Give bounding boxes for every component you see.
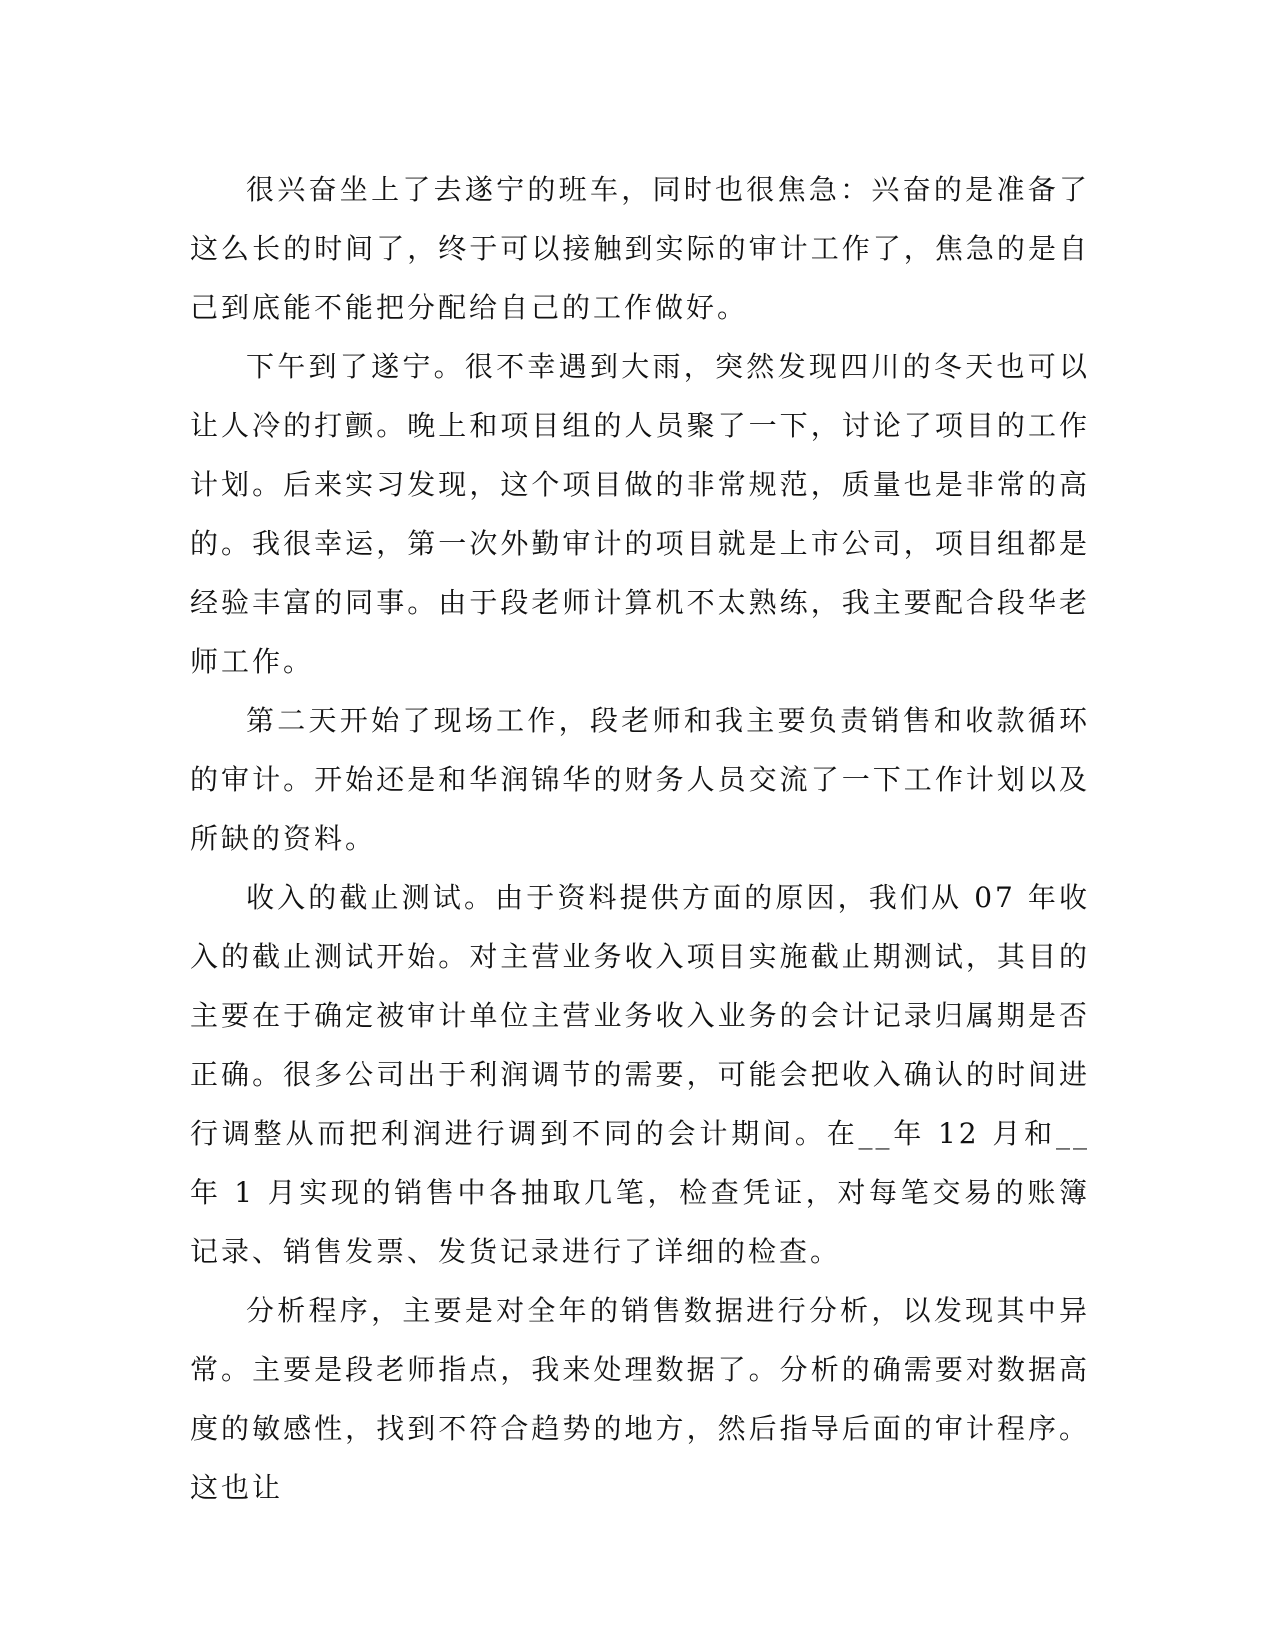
- paragraph-2: 下午到了遂宁。很不幸遇到大雨，突然发现四川的冬天也可以让人冷的打颤。晚上和项目组的人员聚了一下，讨论了项目的工作计划。后来实习发现，这个项目做的非常规范，质量也是非常的高的。我很幸运，第一次外勤审计的项目就是上市公司，项目组都是经验丰富的同事。由于段老师计算机不太熟练，我主要配合段华老师工作。: [190, 350, 1090, 678]
- paragraph-1: 很兴奋坐上了去遂宁的班车，同时也很焦急：兴奋的是准备了这么长的时间了，终于可以接触到实际的审计工作了，焦急的是自己到底能不能把分配给自己的工作做好。: [190, 173, 1090, 324]
- paragraph-3: 第二天开始了现场工作，段老师和我主要负责销售和收款循环的审计。开始还是和华润锦华的财务人员交流了一下工作计划以及所缺的资料。: [190, 704, 1090, 855]
- document-body: [190, 160, 1090, 1517]
- paragraph-5: 分析程序，主要是对全年的销售数据进行分析，以发现其中异常。主要是段老师指点，我来处理数据了。分析的确需要对数据高度的敏感性，找到不符合趋势的地方，然后指导后面的审计程序。这也让: [190, 1294, 1090, 1504]
- paragraph-4: 收入的截止测试。由于资料提供方面的原因，我们从 07 年收入的截止测试开始。对主营业务收入项目实施截止期测试，其目的主要在于确定被审计单位主营业务收入业务的会计记录归属期是否正确。很多公司出于利润调节的需要，可能会把收入确认的时间进行调整从而把利润进行调到不同的会计期间。在__年 12 月和__年 1 月实现的销售中各抽取几笔，检查凭证，对每笔交易的账簿记录、销售发票、发货记录进行了详细的检查。: [190, 881, 1090, 1268]
